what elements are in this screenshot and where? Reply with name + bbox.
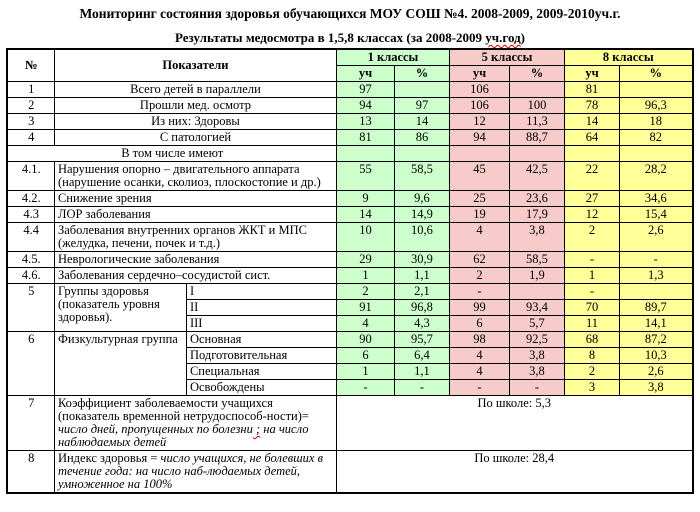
value-cell [509,284,564,300]
value-cell: 14 [565,114,620,130]
group-label-health-groups: Группы здоровья (показатель уровня здоровья). [54,284,186,332]
value-cell: 23,6 [509,191,564,207]
value-cell: 3,8 [509,223,564,252]
value-cell: 15,4 [620,207,693,223]
value-cell: 106 [449,98,509,114]
value-cell: 2 [449,268,509,284]
label-text: Индекс здоровья = [57,451,161,465]
subtitle-text-end: ) [520,30,526,45]
row-number: 4.1. [7,162,54,191]
value-cell: 81 [336,130,394,146]
value-cell: - [449,284,509,300]
value-cell: 4 [449,348,509,364]
value-cell: 14 [336,207,394,223]
value-cell: 2 [565,223,620,252]
indicator-label: С патологией [54,130,336,146]
value-cell: 22 [565,162,620,191]
value-cell: 1,3 [620,268,693,284]
indicator-label [54,451,336,494]
value-cell: 1 [336,268,394,284]
value-cell: 5,7 [509,316,564,332]
value-cell: 106 [449,82,509,98]
value-cell: 89,7 [620,300,693,316]
value-cell: 82 [620,130,693,146]
value-cell: 3 [565,380,620,396]
value-cell: 98 [449,332,509,348]
value-cell: 3,8 [620,380,693,396]
value-cell: 92,5 [509,332,564,348]
row-number: 4.6. [7,268,54,284]
value-cell: 11 [565,316,620,332]
table-row-morbidity-coefficient [7,396,692,451]
label-formula: число дней, пропущенных по болезни ; на число наблюдаемых детей [57,422,309,449]
col-header-uch: уч [449,66,509,82]
indicator-label [54,396,336,451]
value-cell: 58,5 [509,252,564,268]
table-row-total [7,82,692,98]
school-value: По школе: 5,3 [336,396,692,451]
empty-cell [509,146,564,162]
value-cell: 2,6 [620,223,693,252]
subtitle-text: Результаты медосмотра в 1,5,8 классах (за 2008-2009 [174,30,486,45]
value-cell: 96,8 [394,300,449,316]
row-number: 2 [7,98,54,114]
value-cell: 64 [565,130,620,146]
value-cell: 18 [620,114,693,130]
table-row-cardiovascular [7,268,692,284]
value-cell: 55 [336,162,394,191]
col-header-grade1: 1 классы [336,49,449,66]
value-cell: 4 [449,364,509,380]
section-row-including [7,146,692,162]
col-header-number: № [7,49,54,82]
group-label-pe-group: Физкультурная группа [54,332,186,396]
value-cell: 88,7 [509,130,564,146]
value-cell: 91 [336,300,394,316]
table-row-examined [7,98,692,114]
value-cell: 6 [336,348,394,364]
table-row-healthy [7,114,692,130]
value-cell: 4 [336,316,394,332]
value-cell: 10,6 [394,223,449,252]
row-number: 4.5. [7,252,54,268]
table-row-internal-organs [7,223,692,252]
col-header-pct: % [620,66,693,82]
row-number: 4.2. [7,191,54,207]
value-cell: 17,9 [509,207,564,223]
value-cell: 13 [336,114,394,130]
table-row-health-index [7,451,692,494]
value-cell [620,82,693,98]
value-cell: - [565,252,620,268]
value-cell: 4 [449,223,509,252]
value-cell: 70 [565,300,620,316]
value-cell: 10 [336,223,394,252]
row-number: 1 [7,82,54,98]
empty-cell [565,146,620,162]
table-row-neurological [7,252,692,268]
value-cell: 45 [449,162,509,191]
value-cell: 97 [394,98,449,114]
value-cell: - [336,380,394,396]
table-row-pathology [7,130,692,146]
value-cell: 25 [449,191,509,207]
col-header-pct: % [394,66,449,82]
value-cell: 14 [394,114,449,130]
value-cell: 1 [565,268,620,284]
value-cell: 2 [565,364,620,380]
col-header-grade8: 8 классы [565,49,693,66]
value-cell: 28,2 [620,162,693,191]
value-cell: 9 [336,191,394,207]
subtitle-spellcheck-underline: уч.год [485,30,521,45]
value-cell: 12 [449,114,509,130]
value-cell: 78 [565,98,620,114]
value-cell: 4,3 [394,316,449,332]
subgroup-label: II [186,300,336,316]
row-number: 6 [7,332,54,396]
value-cell: 42,5 [509,162,564,191]
value-cell: - [565,284,620,300]
value-cell: 27 [565,191,620,207]
value-cell: 34,6 [620,191,693,207]
value-cell: 99 [449,300,509,316]
indicator-label: Снижение зрения [54,191,336,207]
indicator-label: Заболевания внутренних органов ЖКТ и МПС (желудка, печени, почек и т.д.) [54,223,336,252]
empty-cell [394,146,449,162]
table-row-vision [7,191,692,207]
row-number: 4.4 [7,223,54,252]
subgroup-label: I [186,284,336,300]
row-number: 7 [7,396,54,451]
value-cell [620,284,693,300]
value-cell [394,82,449,98]
value-cell: 6,4 [394,348,449,364]
col-header-pct: % [509,66,564,82]
medical-exam-table [6,48,693,494]
school-value: По школе: 28,4 [336,451,692,494]
header-row-groups [7,49,692,66]
value-cell: 2 [336,284,394,300]
table-subtitle [0,31,700,45]
section-label: В том числе имеют [7,146,336,162]
empty-cell [336,146,394,162]
value-cell: 29 [336,252,394,268]
value-cell: 95,7 [394,332,449,348]
value-cell: 6 [449,316,509,332]
value-cell: 96,3 [620,98,693,114]
col-header-indicators: Показатели [54,49,336,82]
value-cell: 12 [565,207,620,223]
value-cell: 14,1 [620,316,693,332]
value-cell: 8 [565,348,620,364]
value-cell: 14,9 [394,207,449,223]
value-cell: 94 [336,98,394,114]
value-cell: 1 [336,364,394,380]
empty-cell [620,146,693,162]
value-cell: - [620,252,693,268]
value-cell: 58,5 [394,162,449,191]
value-cell: 2,6 [620,364,693,380]
value-cell: - [449,380,509,396]
value-cell: 62 [449,252,509,268]
value-cell: 86 [394,130,449,146]
value-cell: 10,3 [620,348,693,364]
row-number: 3 [7,114,54,130]
value-cell: - [394,380,449,396]
indicator-label: Всего детей в параллели [54,82,336,98]
indicator-label: ЛОР заболевания [54,207,336,223]
value-cell: 87,2 [620,332,693,348]
subgroup-label: Основная [186,332,336,348]
page-title: Мониторинг состояния здоровья обучающихся МОУ СОШ №4. 2008-2009, 2009-2010уч.г. [79,6,621,21]
row-number: 8 [7,451,54,494]
value-cell: 1,9 [509,268,564,284]
value-cell: 2,1 [394,284,449,300]
value-cell: 93,4 [509,300,564,316]
table-row-musculoskeletal [7,162,692,191]
value-cell [509,82,564,98]
table-row-health-group-1 [7,284,692,300]
value-cell: 11,3 [509,114,564,130]
indicator-label: Прошли мед. осмотр [54,98,336,114]
table-row-pe-main [7,332,692,348]
subgroup-label: Специальная [186,364,336,380]
value-cell: 3,8 [509,348,564,364]
value-cell: 3,8 [509,364,564,380]
value-cell: - [509,380,564,396]
row-number: 4.3 [7,207,54,223]
value-cell: 90 [336,332,394,348]
value-cell: 1,1 [394,268,449,284]
subgroup-label: III [186,316,336,332]
subgroup-label: Подготовительная [186,348,336,364]
value-cell: 100 [509,98,564,114]
indicator-label: Нарушения опорно – двигательного аппарата (нарушение осанки, сколиоз, плоскостопие и др.) [54,162,336,191]
value-cell: 81 [565,82,620,98]
indicator-label: Из них: Здоровы [54,114,336,130]
value-cell: 94 [449,130,509,146]
value-cell: 97 [336,82,394,98]
label-formula: число учащихся, не болевших в течение года: на число наб-людаемых детей, умноженное на 100% [57,451,324,491]
value-cell: 30,9 [394,252,449,268]
label-text: Коэффициент заболеваемости учащихся (показатель временной нетрудоспособ-ности)= [57,396,309,423]
indicator-label: Неврологические заболевания [54,252,336,268]
value-cell: 1,1 [394,364,449,380]
table-row-ent [7,207,692,223]
spellcheck-underline: ; [252,422,261,436]
row-number: 4 [7,130,54,146]
col-header-uch: уч [336,66,394,82]
empty-cell [449,146,509,162]
col-header-grade5: 5 классы [449,49,564,66]
value-cell: 68 [565,332,620,348]
col-header-uch: уч [565,66,620,82]
indicator-label: Заболевания сердечно–сосудистой сист. [54,268,336,284]
value-cell: 9,6 [394,191,449,207]
value-cell: 19 [449,207,509,223]
row-number: 5 [7,284,54,332]
subgroup-label: Освобождены [186,380,336,396]
